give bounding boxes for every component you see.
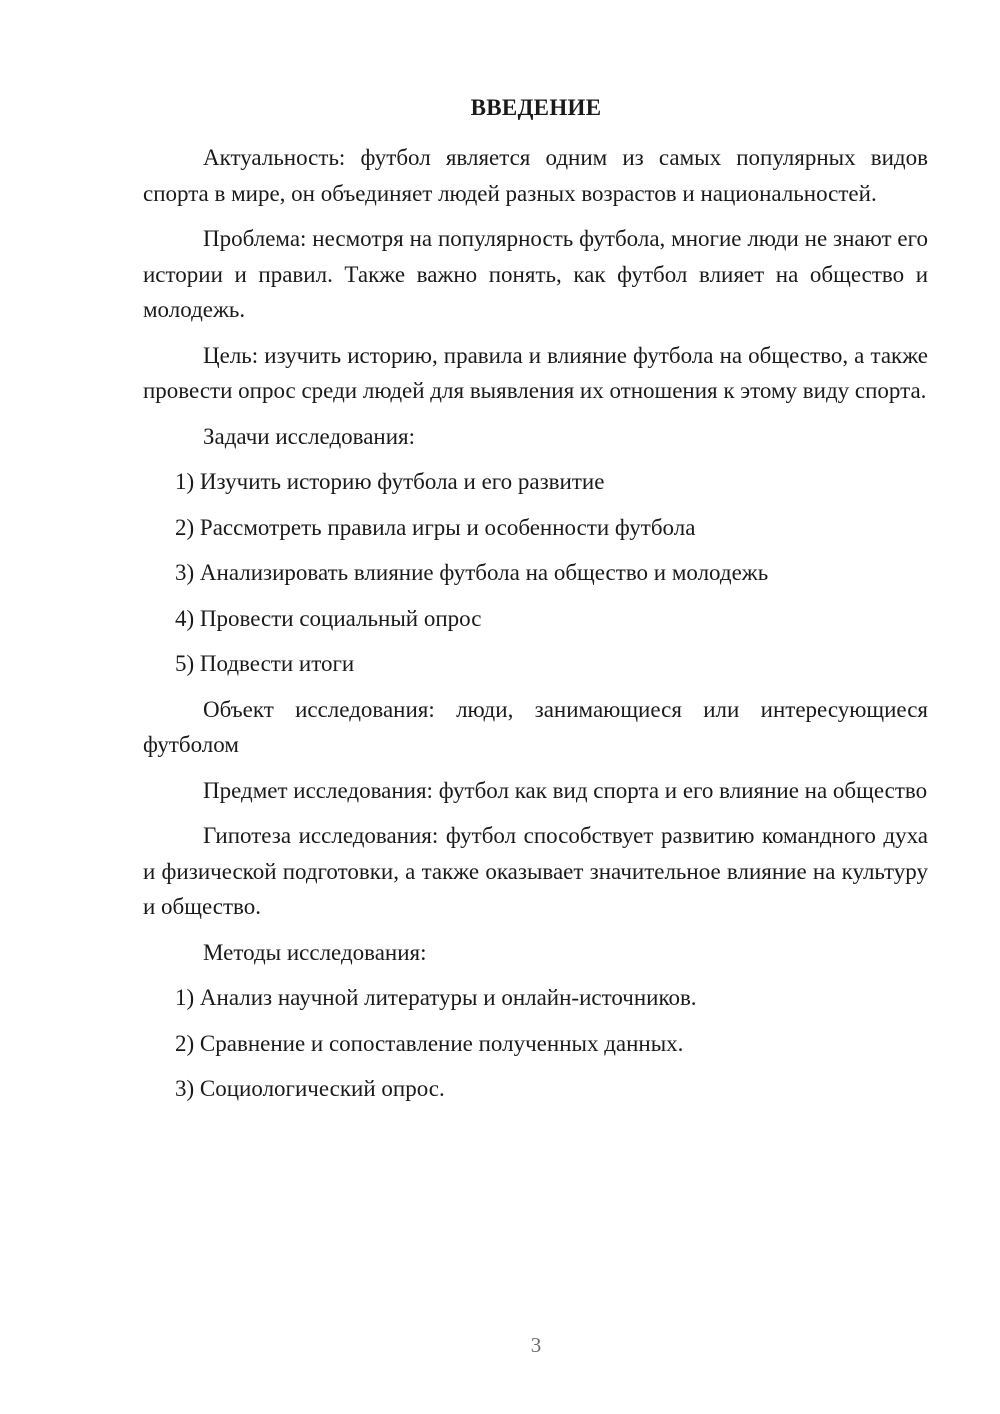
tasks-heading: Задачи исследования: (203, 423, 416, 449)
subject-paragraph: Предмет исследования: футбол как вид спорта и его влияние на общество (203, 777, 928, 803)
hypothesis-paragraph: Гипотеза исследования: футбол способствует развитию командного духа и физической подготовки, а также оказывает значительное влияние на культуру и общество. (143, 823, 928, 919)
page-title: ВВЕДЕНИЕ (470, 95, 602, 120)
method-item-2: 2) Сравнение и сопоставление полученных данных. (175, 1030, 684, 1056)
problem-paragraph: Проблема: несмотря на популярность футбола, многие люди не знают его истории и правил. Также важно понять, как футбол влияет на общество и молодежь. (143, 226, 928, 322)
task-item-3: 3) Анализировать влияние футбола на общество и молодежь (175, 560, 769, 585)
object-paragraph: Объект исследования: люди, занимающиеся или интересующиеся футболом (143, 696, 928, 757)
methods-heading: Методы исследования: (203, 939, 427, 965)
task-item-2: 2) Рассмотреть правила игры и особенности футбола (175, 514, 696, 540)
page-number: 3 (530, 1333, 542, 1357)
method-item-3: 3) Социологический опрос. (175, 1076, 445, 1101)
task-item-1: 1) Изучить историю футбола и его развитие (175, 469, 605, 494)
task-item-5: 5) Подвести итоги (175, 651, 355, 676)
document-body (143, 140, 928, 1117)
method-item-1: 1) Анализ научной литературы и онлайн-источников. (175, 985, 697, 1010)
task-item-4: 4) Провести социальный опрос (175, 605, 482, 631)
goal-paragraph: Цель: изучить историю, правила и влияние футбола на общество, а также провести опрос среди людей для выявления их отношения к этому виду спорта. (143, 342, 928, 403)
relevance-paragraph: Актуальность: футбол является одним из самых популярных видов спорта в мире, он объединяет людей разных возрастов и национальностей. (143, 145, 928, 206)
